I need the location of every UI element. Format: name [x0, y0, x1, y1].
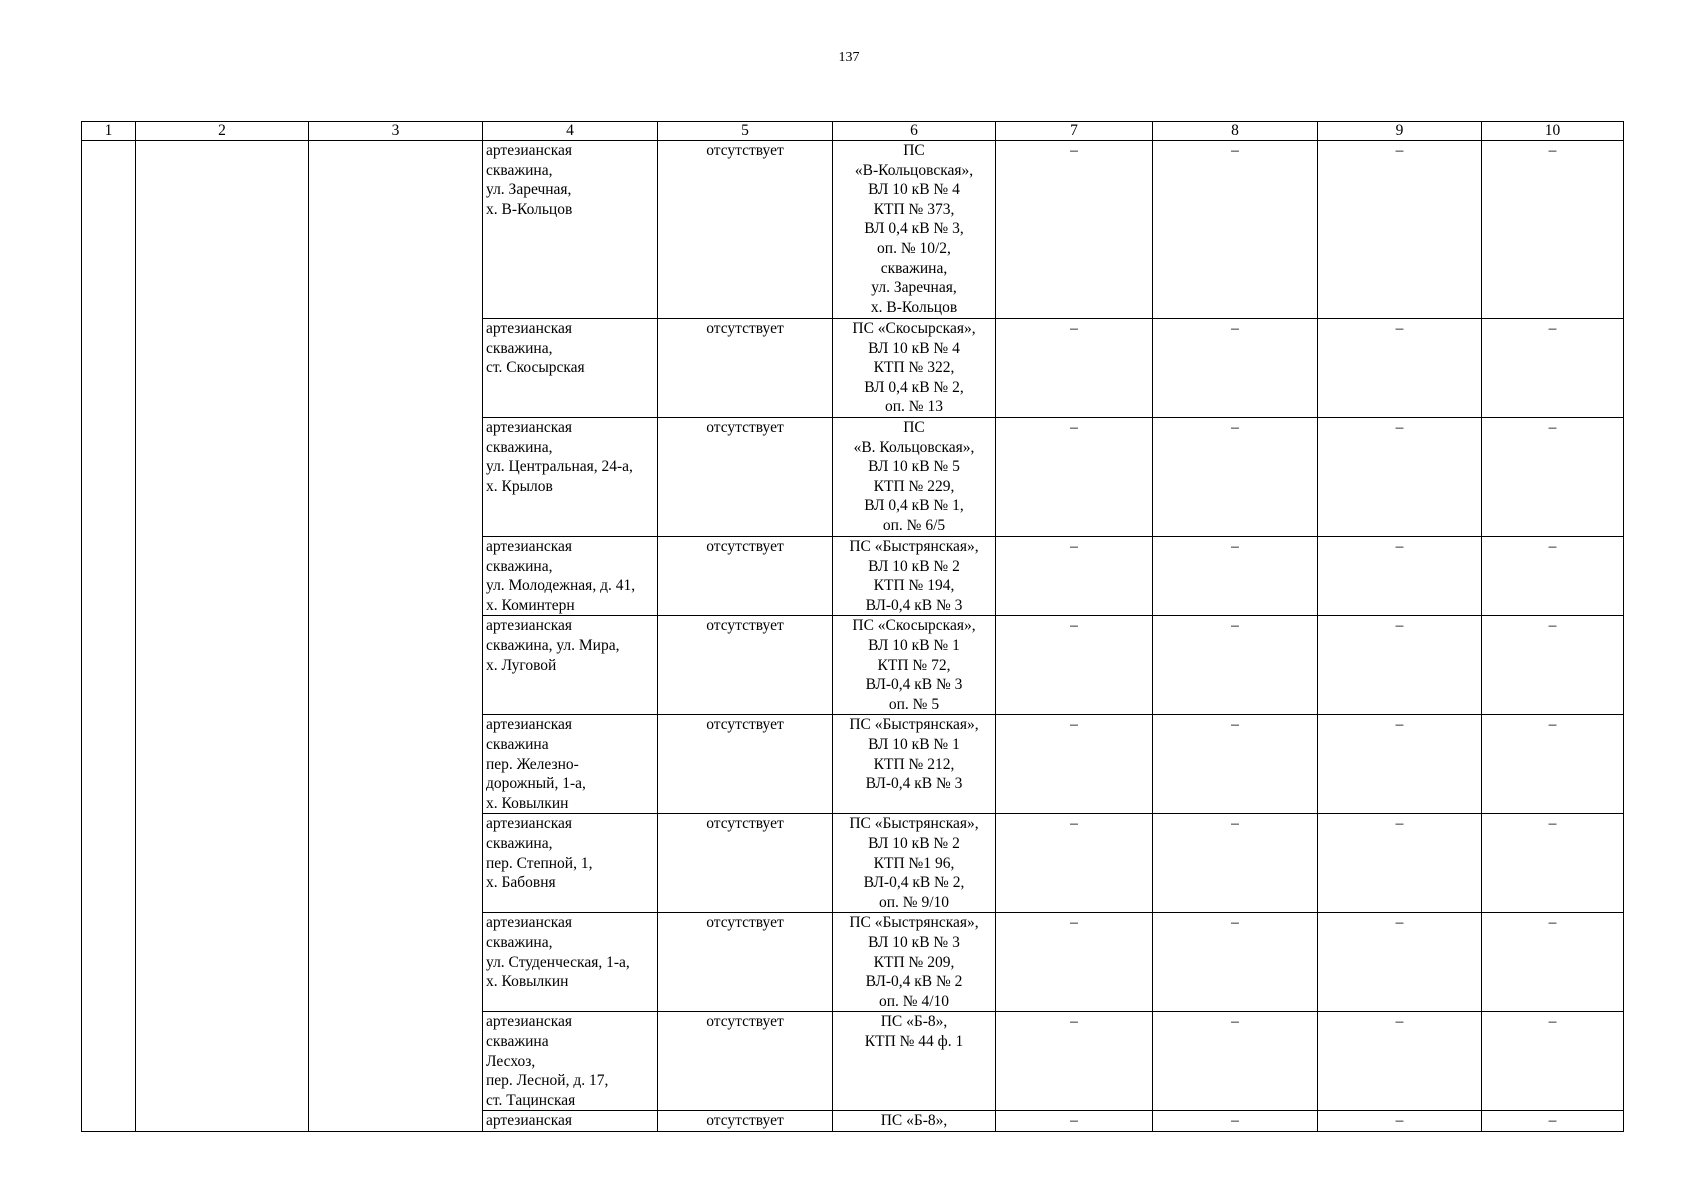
col-8-cell: –: [1153, 141, 1318, 319]
object-name-cell: артезианская скважина, ул. Студенческая, 1-а, х. Ковылкин: [483, 913, 658, 1012]
status-cell: отсутствует: [658, 814, 833, 913]
column-header-6: 6: [833, 122, 996, 141]
power-source-cell: ПС «Скосырская», ВЛ 10 кВ № 1 КТП № 72, ВЛ-0,4 кВ № 3 оп. № 5: [833, 616, 996, 715]
col-9-cell: –: [1318, 418, 1482, 537]
col-7-cell: –: [996, 1111, 1153, 1132]
status-cell: отсутствует: [658, 1111, 833, 1132]
column-number-row: [82, 122, 1624, 141]
column-header-2: 2: [136, 122, 309, 141]
col-8-cell: –: [1153, 537, 1318, 616]
column-header-9: 9: [1318, 122, 1482, 141]
col-7-cell: –: [996, 1012, 1153, 1111]
col-8-cell: –: [1153, 814, 1318, 913]
col-10-cell: –: [1482, 537, 1624, 616]
cell-col-3-blank: [309, 141, 483, 1132]
power-source-cell: ПС «Быстрянская», ВЛ 10 кВ № 2 КТП №1 96, ВЛ-0,4 кВ № 2, оп. № 9/10: [833, 814, 996, 913]
col-10-cell: –: [1482, 715, 1624, 814]
col-10-cell: –: [1482, 319, 1624, 418]
col-9-cell: –: [1318, 616, 1482, 715]
col-10-cell: –: [1482, 1111, 1624, 1132]
object-name-cell: артезианская скважина Лесхоз, пер. Лесной, д. 17, ст. Тацинская: [483, 1012, 658, 1111]
column-header-1: 1: [82, 122, 136, 141]
status-cell: отсутствует: [658, 418, 833, 537]
power-source-cell: ПС «Быстрянская», ВЛ 10 кВ № 3 КТП № 209, ВЛ-0,4 кВ № 2 оп. № 4/10: [833, 913, 996, 1012]
status-cell: отсутствует: [658, 913, 833, 1012]
power-source-cell: ПС «Быстрянская», ВЛ 10 кВ № 2 КТП № 194, ВЛ-0,4 кВ № 3: [833, 537, 996, 616]
power-source-cell: ПС «В. Кольцовская», ВЛ 10 кВ № 5 КТП № 229, ВЛ 0,4 кВ № 1, оп. № 6/5: [833, 418, 996, 537]
power-source-cell: ПС «В-Кольцовская», ВЛ 10 кВ № 4 КТП № 373, ВЛ 0,4 кВ № 3, оп. № 10/2, скважина, ул. Заречная, х. В-Кольцов: [833, 141, 996, 319]
object-name-cell: артезианская скважина, ул. Мира, х. Луговой: [483, 616, 658, 715]
col-8-cell: –: [1153, 616, 1318, 715]
col-9-cell: –: [1318, 141, 1482, 319]
column-header-7: 7: [996, 122, 1153, 141]
col-9-cell: –: [1318, 1012, 1482, 1111]
column-header-4: 4: [483, 122, 658, 141]
power-source-cell: ПС «Б-8»,: [833, 1111, 996, 1132]
cell-col-1-blank: [82, 141, 136, 1132]
col-9-cell: –: [1318, 715, 1482, 814]
col-8-cell: –: [1153, 1111, 1318, 1132]
col-9-cell: –: [1318, 814, 1482, 913]
object-name-cell: артезианская скважина, ул. Молодежная, д. 41, х. Коминтерн: [483, 537, 658, 616]
col-10-cell: –: [1482, 616, 1624, 715]
col-9-cell: –: [1318, 1111, 1482, 1132]
object-name-cell: артезианская скважина, ул. Заречная, х. В-Кольцов: [483, 141, 658, 319]
col-9-cell: –: [1318, 537, 1482, 616]
col-7-cell: –: [996, 814, 1153, 913]
status-cell: отсутствует: [658, 1012, 833, 1111]
col-8-cell: –: [1153, 418, 1318, 537]
col-8-cell: –: [1153, 913, 1318, 1012]
object-name-cell: артезианская скважина, ст. Скосырская: [483, 319, 658, 418]
column-header-8: 8: [1153, 122, 1318, 141]
col-10-cell: –: [1482, 418, 1624, 537]
col-10-cell: –: [1482, 814, 1624, 913]
column-header-10: 10: [1482, 122, 1624, 141]
status-cell: отсутствует: [658, 537, 833, 616]
object-name-cell: артезианская скважина, пер. Степной, 1, х. Бабовня: [483, 814, 658, 913]
power-source-cell: ПС «Быстрянская», ВЛ 10 кВ № 1 КТП № 212, ВЛ-0,4 кВ № 3: [833, 715, 996, 814]
cell-col-2-blank: [136, 141, 309, 1132]
object-name-cell: артезианская скважина пер. Железно- дорожный, 1-а, х. Ковылкин: [483, 715, 658, 814]
col-10-cell: –: [1482, 141, 1624, 319]
col-7-cell: –: [996, 616, 1153, 715]
col-8-cell: –: [1153, 715, 1318, 814]
col-9-cell: –: [1318, 913, 1482, 1012]
col-7-cell: –: [996, 418, 1153, 537]
col-10-cell: –: [1482, 913, 1624, 1012]
document-table: [81, 121, 1624, 1132]
table-row: [82, 141, 1624, 319]
status-cell: отсутствует: [658, 616, 833, 715]
col-10-cell: –: [1482, 1012, 1624, 1111]
col-7-cell: –: [996, 319, 1153, 418]
column-header-5: 5: [658, 122, 833, 141]
col-7-cell: –: [996, 913, 1153, 1012]
power-source-cell: ПС «Б-8», КТП № 44 ф. 1: [833, 1012, 996, 1111]
power-source-cell: ПС «Скосырская», ВЛ 10 кВ № 4 КТП № 322, ВЛ 0,4 кВ № 2, оп. № 13: [833, 319, 996, 418]
status-cell: отсутствует: [658, 141, 833, 319]
status-cell: отсутствует: [658, 319, 833, 418]
col-8-cell: –: [1153, 1012, 1318, 1111]
col-7-cell: –: [996, 537, 1153, 616]
col-8-cell: –: [1153, 319, 1318, 418]
page-number: 137: [838, 50, 860, 65]
col-9-cell: –: [1318, 319, 1482, 418]
object-name-cell: артезианская: [483, 1111, 658, 1132]
col-7-cell: –: [996, 141, 1153, 319]
object-name-cell: артезианская скважина, ул. Центральная, 24-а, х. Крылов: [483, 418, 658, 537]
status-cell: отсутствует: [658, 715, 833, 814]
col-7-cell: –: [996, 715, 1153, 814]
column-header-3: 3: [309, 122, 483, 141]
